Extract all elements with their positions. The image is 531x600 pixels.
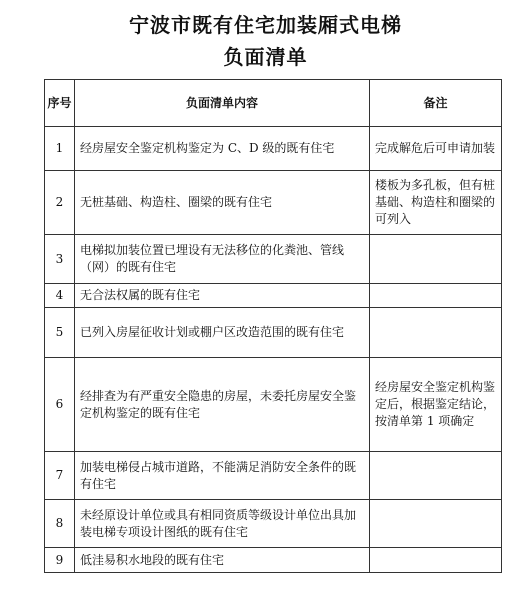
row-content: 加装电梯侵占城市道路，不能满足消防安全条件的既有住宅 [75, 452, 370, 500]
row-note [370, 548, 502, 573]
table-row [45, 452, 502, 500]
row-number: 8 [45, 500, 75, 548]
table-row [45, 127, 502, 171]
document-title: 宁波市既有住宅加装厢式电梯 [129, 13, 402, 37]
row-content: 经排查为有严重安全隐患的房屋，未委托房屋安全鉴定机构鉴定的既有住宅 [75, 358, 370, 452]
header-number: 序号 [45, 80, 75, 127]
row-number: 6 [45, 358, 75, 452]
table-header-row [45, 80, 502, 127]
row-note [370, 308, 502, 358]
header-note: 备注 [370, 80, 502, 127]
row-note [370, 452, 502, 500]
document-subtitle: 负面清单 [223, 45, 308, 69]
row-content: 已列入房屋征收计划或棚户区改造范围的既有住宅 [75, 308, 370, 358]
row-note: 经房屋安全鉴定机构鉴定后，根据鉴定结论，按清单第 1 项确定 [370, 358, 502, 452]
negative-list-table [44, 79, 502, 573]
row-note [370, 235, 502, 284]
row-number: 5 [45, 308, 75, 358]
row-number: 1 [45, 127, 75, 171]
row-number: 4 [45, 284, 75, 308]
table-row [45, 548, 502, 573]
table-row [45, 171, 502, 235]
table-row [45, 500, 502, 548]
row-content: 低洼易积水地段的既有住宅 [75, 548, 370, 573]
table-row [45, 284, 502, 308]
row-content: 无桩基础、构造柱、圈梁的既有住宅 [75, 171, 370, 235]
row-content: 未经原设计单位或具有相同资质等级设计单位出具加装电梯专项设计图纸的既有住宅 [75, 500, 370, 548]
row-note: 完成解危后可申请加装 [370, 127, 502, 171]
row-content: 经房屋安全鉴定机构鉴定为 C、D 级的既有住宅 [75, 127, 370, 171]
row-number: 9 [45, 548, 75, 573]
row-note: 楼板为多孔板，但有桩基础、构造柱和圈梁的可列入 [370, 171, 502, 235]
table-row [45, 358, 502, 452]
table-row [45, 308, 502, 358]
row-number: 2 [45, 171, 75, 235]
header-content: 负面清单内容 [75, 80, 370, 127]
table-row [45, 235, 502, 284]
row-content: 无合法权属的既有住宅 [75, 284, 370, 308]
row-number: 3 [45, 235, 75, 284]
row-content: 电梯拟加装位置已埋设有无法移位的化粪池、管线（网）的既有住宅 [75, 235, 370, 284]
row-note [370, 284, 502, 308]
row-note [370, 500, 502, 548]
row-number: 7 [45, 452, 75, 500]
